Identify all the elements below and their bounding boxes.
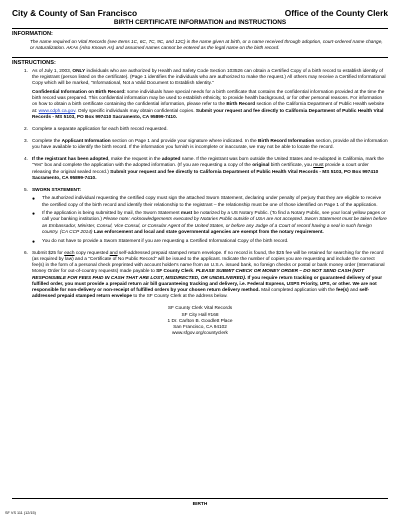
text-run-underline: and <box>109 250 118 256</box>
address-line-1: SF County Clerk Vital Records <box>167 306 233 312</box>
text-run: section of the California Department of Public Health website at: <box>32 102 385 114</box>
bullet-icon: ● <box>32 196 36 203</box>
document-footer <box>0 498 400 518</box>
text-run: Submit $25 for <box>32 250 65 256</box>
bullet-text <box>42 211 388 236</box>
item-number: 4. <box>24 157 28 163</box>
text-run-bold: self-addressed prepaid stamped return envelope <box>32 288 370 300</box>
item-1-paragraph <box>32 69 388 88</box>
text-run: name. If the registrant was born outside the United States and re-adopted in California, mark the "Yes" box and complete the application with the adopted information. (If you are requesting a copy of the <box>32 157 384 169</box>
header-divider <box>12 28 388 29</box>
text-run: be notarized by a US Notary Public. (To find a Notary Public, see your local yellow pages or call your banking institution.) <box>42 211 386 223</box>
text-run: copy requested <box>74 250 110 256</box>
text-run-bold: Law enforcement and local and state governmental agencies are exempt from the notary requirement. <box>92 229 324 235</box>
section-divider <box>12 57 388 58</box>
document-title: BIRTH CERTIFICATE INFORMATION and INSTRUCTIONS <box>113 19 287 26</box>
address-line-2: SF City Hall #168 <box>181 312 219 318</box>
text-run-bold: Birth Record Information <box>258 138 315 144</box>
bullet-text: You do not have to provide a Sworn Statement if you are requesting a Certified Informational Copy of the birth record. <box>42 238 289 244</box>
text-run-bold: Applicant Information <box>61 138 111 144</box>
bullet-icon: ● <box>32 238 36 245</box>
text-run-bold: original <box>252 163 270 169</box>
mailing-address <box>12 306 388 337</box>
text-run: As of July 1, 2003, <box>32 68 73 74</box>
text-run-bold: If the registrant has been adopted <box>32 157 109 163</box>
footer-divider <box>12 498 388 499</box>
address-line-4: San Francisco, CA 94102 <box>173 325 227 331</box>
header-office: Office of the County Clerk <box>284 8 388 18</box>
sworn-statement-heading: SWORN STATEMENT: <box>32 187 81 193</box>
instructions-heading: INSTRUCTIONS: <box>12 59 56 66</box>
submit-instruction: Submit your request and fee directly to California Department of Public Health Vital Records - MS 5103, PO Box 997410 Sacramento, CA 95899-7410. <box>32 169 379 181</box>
document-header <box>12 8 388 18</box>
text-run: If the application is being submitted by mail, the Sworn Statement <box>42 211 181 217</box>
item-3-paragraph <box>32 139 388 152</box>
bullet-text: The authorized individual requesting the certified copy must sign the attached Sworn Statement, declaring under penalty of perjury that they are eligible to receive the certified copy of the birth record and identify their relationship to the registrant – the relationship must be one of those identified on Page 1 of the application. <box>42 196 382 208</box>
text-run: . Only specific individuals may obtain confidential copies. <box>75 108 196 114</box>
instruction-item-1 <box>12 69 388 124</box>
text-run: to the SF County Clerk at the address below. <box>132 294 228 300</box>
address-line-3: 1 Dr. Carlton B. Goodlett Place <box>167 318 233 324</box>
text-run-bold: fee(s) <box>336 288 349 294</box>
text-run: birth certificate, you <box>269 163 314 169</box>
text-run: section, provide all the information you have available to identify the birth record. If the information you furnish is incomplete or inaccurate, we may not be able to locate the record. <box>32 138 388 151</box>
footer-label: BIRTH <box>192 502 208 507</box>
cdph-website-link[interactable]: www.cdph.ca.gov <box>38 108 76 114</box>
text-run: some individuals have special needs for a birth certificate that contains the confidential information provided at the time the birth record was prepared. This confidential information may be used to establish ethnicity, to provide health background, or for other personal reasons. For information on how to obtain a birth certificate containing the confidential information, please refer to the <box>32 89 385 108</box>
submit-instruction: Submit your request and fee directly to California Department of Public Health Vital Records - MS 5103, PO Box 997410 Sacramento, CA 95899-7410. <box>32 108 384 120</box>
text-run: Complete the <box>32 138 62 144</box>
text-run: . <box>193 269 196 275</box>
instruction-item-4 <box>12 157 388 184</box>
information-text: The name required on Vital Records (see Items 1C, 6C, 7C, 9C, and 12C) is the name given at birth, or a name received through adoption, court-ordered name change, or naturalization. AKAs (Also Known As) and assumed names cannot be entered as the legal name on the birth record. <box>30 40 383 52</box>
cash-warning: PLEASE SUBMIT CHECK OR MONEY ORDER – DO NOT SEND CASH (NOT RESPONSIBLE FOR FEES PAID IN CASH THAT ARE LOST, MISDIRECTED, OR UNDELIVERED). <box>32 269 364 281</box>
text-run: individuals who are authorized by Health and Safety Code Section 103526 can obtain a Certified Copy of a birth record to establish identity of the registrant (person listed on the certificate). (Page 1 identifies the individuals who are authorized to make the request.) All others may receive a Certified Informational Copy which will be marked, "Informational, Not a Valid Document to Establish Identity." <box>32 68 386 87</box>
form-id: SF VS 111 (12/15) <box>5 511 36 515</box>
text-run-italic: Please note: Acknowledgements executed by Notaries Public outside of USA are not accepted. Sworn Statement must be taken before an Embassador, Minister, Consul, Vice Consul, or Consular Agent of the United States, or before any Judge of a Court of record having a seal in such foreign country. (CA CCP 2014) <box>42 217 387 235</box>
instruction-item-2 <box>12 127 388 136</box>
item-number: 2. <box>24 126 28 132</box>
sworn-bullet-2 <box>32 211 388 236</box>
text-run-bold: Birth Record <box>226 102 256 108</box>
delivery-notice: If you require return tracking or guaranteed delivery of your fulfilled order, you must provide a prepaid return air bill guaranteeing tracking and delivery, i.e. Federal Express, USPS Priority, UPS, or other. We are not responsible for non-delivery or non-receipt of fulfilled orders by your chosen return delivery method. <box>32 275 383 294</box>
text-run: provide a court order releasing the original sealed record.) <box>32 163 369 175</box>
text-run: Mail completed application with the <box>259 288 337 294</box>
item-number: 3. <box>24 138 28 144</box>
text-run: and <box>348 288 360 294</box>
sworn-bullet-3 <box>32 239 388 245</box>
instruction-item-6 <box>12 251 388 303</box>
text-run: , make the request in the <box>108 157 162 163</box>
information-heading: INFORMATION: <box>12 31 53 37</box>
text-run-underline: must <box>313 163 324 169</box>
item-2-text: Complete a separate application for each birth record requested. <box>32 126 168 132</box>
text-run: self-addressed prepaid stamped return envelope. If no record is found, the $25 fee will be retained for searching for the record (as required by law) and a "Certificate of No Public Record" will be issued to the applicant. Indicate the number of copies you are requesting and include the correct fee(s) in the form of a personal check preprinted with account holder's name from an U.S.A. issued bank, no foreign checks or postal or bank money order (International Money Order for out-of-country requests) made payable to <box>32 250 385 275</box>
item-number: 5. <box>24 187 28 193</box>
county-clerk-website[interactable]: www.sfgov.org/countyclerk <box>172 331 228 337</box>
text-run-underline: each <box>64 250 75 256</box>
payee-name: SF County Clerk <box>156 269 194 275</box>
instruction-item-3 <box>12 139 388 154</box>
item-4-paragraph <box>32 157 388 182</box>
text-run: section on Page 1 and provide your signature where indicated. In the <box>110 138 259 144</box>
item-number: 1. <box>24 68 28 74</box>
item-number: 6. <box>24 250 28 256</box>
text-run-bold: ONLY <box>72 68 86 74</box>
bullet-icon: ● <box>32 211 36 218</box>
text-run-bold: must <box>180 211 193 217</box>
header-agency: City & County of San Francisco <box>12 8 138 18</box>
instruction-item-5 <box>12 188 388 248</box>
sworn-bullet-1 <box>32 196 388 209</box>
item-6-paragraph <box>32 251 388 301</box>
text-run-bold: adopted <box>161 157 181 163</box>
confidential-info-paragraph <box>32 90 388 121</box>
confidential-info-label: Confidential Information on Birth Record: <box>32 89 126 95</box>
